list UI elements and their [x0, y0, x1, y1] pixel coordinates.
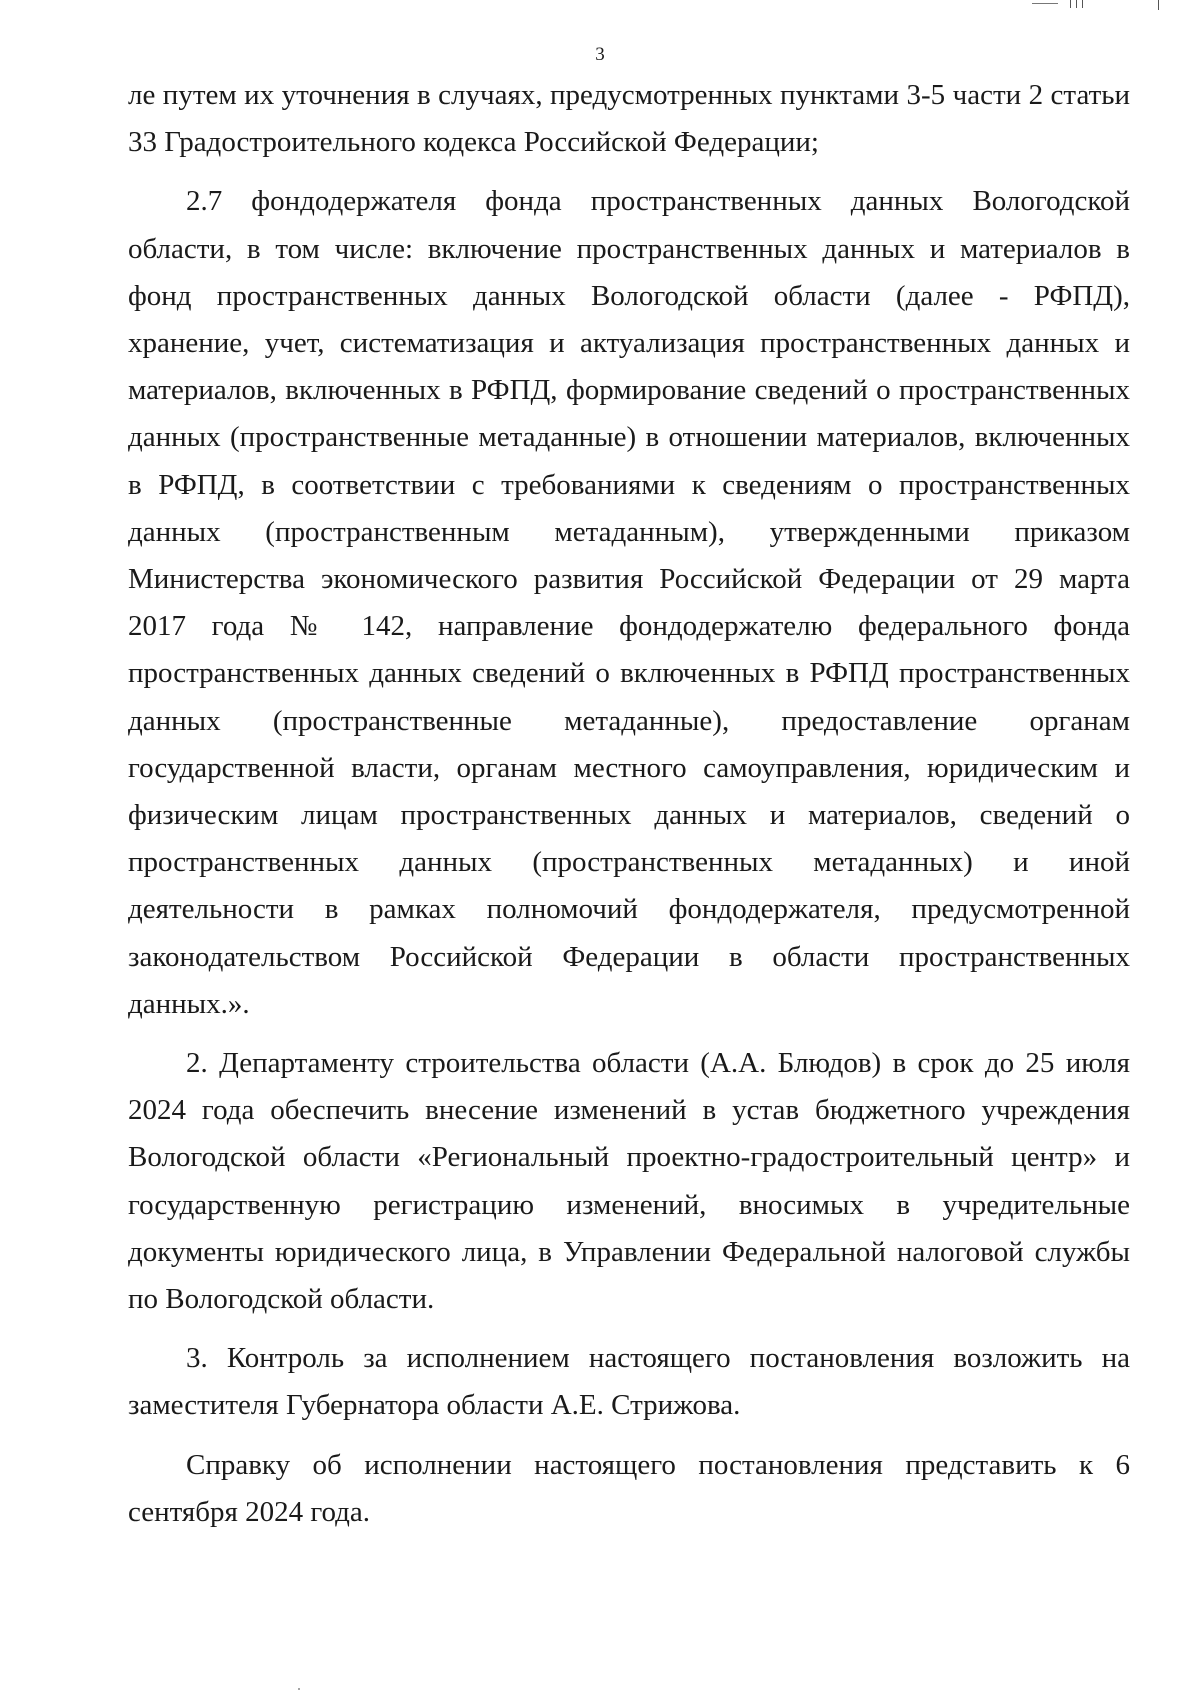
paragraph-item-2: 2. Департаменту строительства области (А.А. Блюдов) в срок до 25 июля 2024 года обеспечить внесение изменений в устав бюджетного учреждения Вологодской области «Региональный проектно-градостроительный центр» и государственную регистрацию изменений, вносимых в учредительные документы юридического лица, в Управлении Федеральной налоговой службы по Вологодской области. [128, 1047, 1130, 1316]
document-body [128, 72, 1130, 1548]
scan-edge-tick [1070, 0, 1071, 8]
scan-speck [298, 1688, 300, 1690]
scan-edge-tick [1082, 0, 1083, 8]
paragraph-item-2-7: 2.7 фондодержателя фонда пространственных данных Вологодской области, в том числе: включение пространственных данных и материалов в фонд пространственных данных Вологодской области (далее - РФПД), хранение, учет, систематизация и актуализация пространственных данных и материалов, включенных в РФПД, формирование сведений о пространственных данных (пространственные метаданные) в отношении материалов, включенных в РФПД, в соответствии с требованиями к сведениям о пространственных данных (пространственным метаданным), утвержденными приказом Министерства экономического развития Российской Федерации от 29 марта 2017 года № 142, направление фондодержателю федерального фонда пространственных данных сведений о включенных в РФПД пространственных данных (пространственные метаданные), предоставление органам государственной власти, органам местного самоуправления, юридическим и физическим лицам пространственных данных и материалов, сведений о пространственных данных (пространственных метаданных) и иной деятельности в рамках полномочий фондодержателя, предусмотренной законодательством Российской Федерации в области пространственных данных.». [128, 185, 1130, 1020]
page-number: 3 [595, 44, 605, 65]
paragraph-item-3: 3. Контроль за исполнением настоящего постановления возложить на заместителя Губернатора области А.Е. Стрижова. [128, 1342, 1130, 1422]
scan-edge-tick [1076, 0, 1077, 8]
paragraph-report-deadline: Справку об исполнении настоящего постановления представить к 6 сентября 2024 года. [128, 1448, 1130, 1528]
scan-edge-marks [1030, 0, 1200, 10]
scan-edge-tick [1158, 0, 1159, 10]
paragraph-continuation: ле путем их уточнения в случаях, предусмотренных пунктами 3-5 части 2 статьи 33 Градостроительного кодекса Российской Федерации; [128, 79, 1130, 159]
scan-edge-dash [1032, 3, 1058, 4]
